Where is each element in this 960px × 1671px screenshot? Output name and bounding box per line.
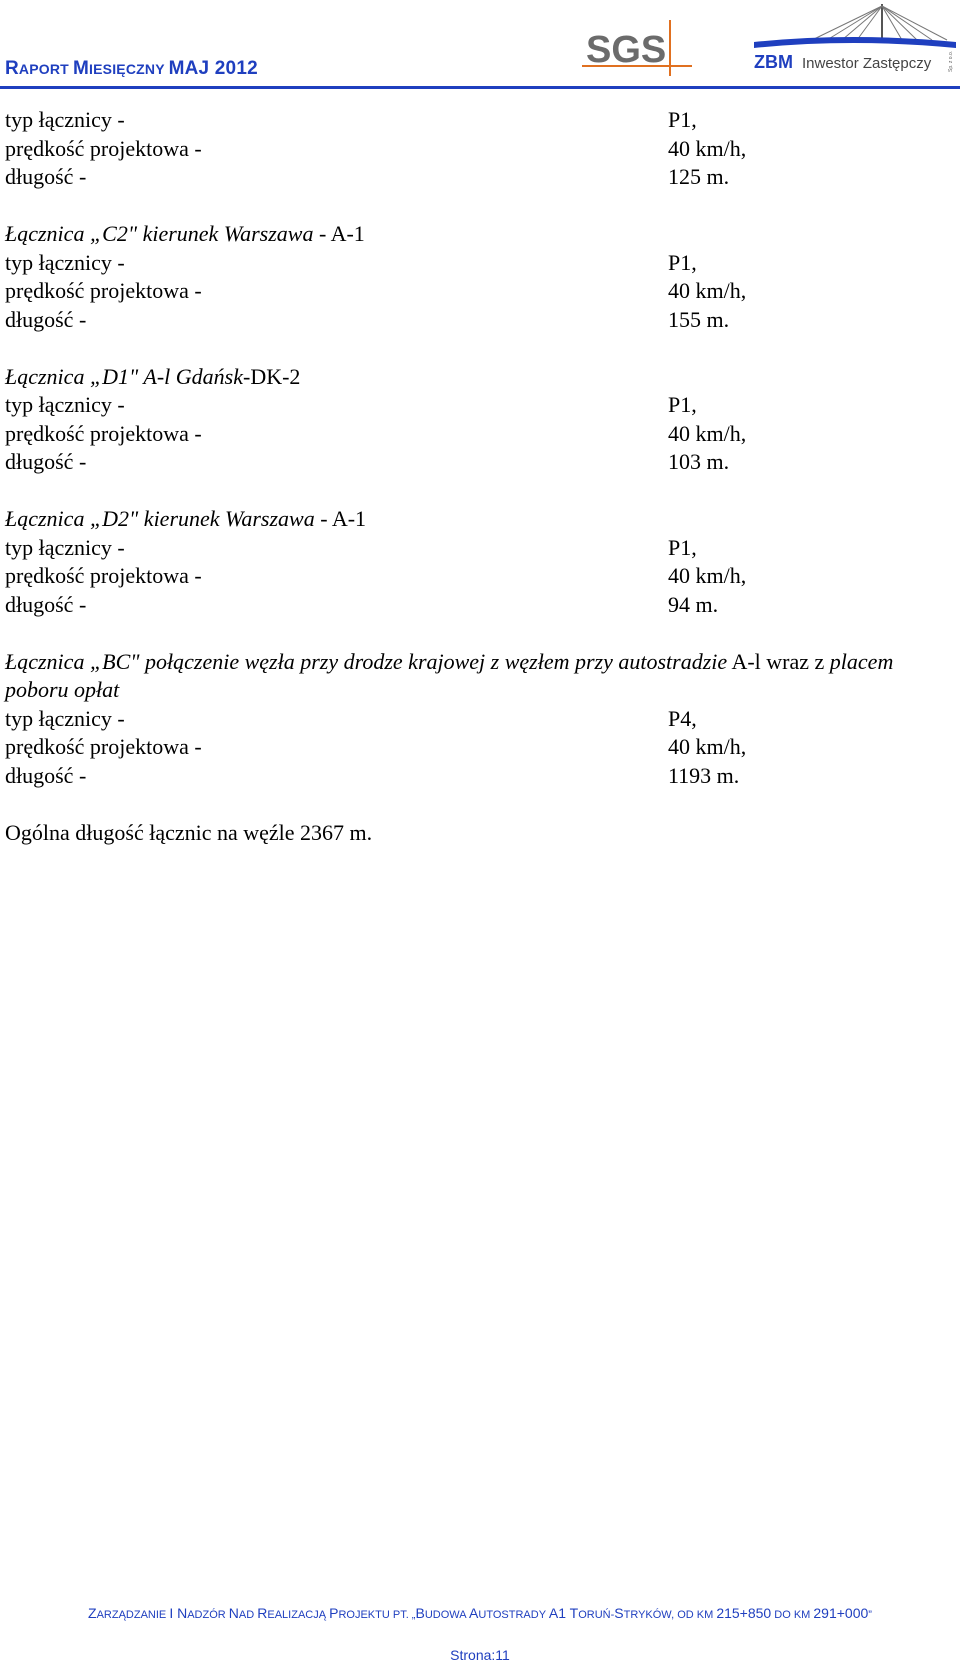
header-rule	[0, 86, 960, 89]
ramp-title	[5, 505, 955, 534]
parameter-label: typ łącznicy -	[5, 392, 125, 417]
text-run: UDOWA	[424, 1609, 470, 1621]
svg-text:Sp. z o.o.: Sp. z o.o.	[948, 50, 954, 72]
parameter-row	[5, 448, 955, 477]
parameter-row	[5, 106, 955, 135]
parameter-row	[5, 733, 955, 762]
text-run: EALIZACJĄ	[267, 1609, 330, 1621]
ramp-section	[5, 505, 955, 619]
parameter-row	[5, 163, 955, 192]
parameter-value: 94 m.	[668, 591, 719, 617]
page-header	[0, 0, 960, 92]
parameter-row	[5, 534, 955, 563]
text-run: ”	[868, 1609, 872, 1621]
text-run: IESIĘCZNY	[89, 61, 169, 77]
text-run: ARZĄDZANIE	[96, 1609, 170, 1621]
report-title	[5, 58, 258, 80]
parameter-row	[5, 306, 955, 335]
svg-text:Inwestor Zastępczy: Inwestor Zastępczy	[802, 55, 932, 72]
text-run: Z	[88, 1605, 97, 1621]
parameter-value: 103 m.	[668, 449, 730, 474]
parameter-label: długość -	[5, 164, 87, 189]
text-run: APORT	[18, 61, 74, 77]
text-run: ROJEKTU PT. „	[338, 1609, 416, 1621]
parameter-label: prędkość projektowa -	[5, 420, 202, 446]
parameter-row	[5, 420, 955, 449]
ramp-section	[5, 363, 955, 477]
text-run: A	[469, 1605, 479, 1621]
parameter-row	[5, 562, 955, 591]
title-run: placem poboru opłat	[5, 648, 894, 702]
parameter-value: 155 m.	[668, 306, 730, 332]
parameter-label: długość -	[5, 306, 87, 332]
parameter-label: typ łącznicy -	[5, 705, 125, 731]
parameter-label: długość -	[5, 591, 87, 617]
text-run: A1 T	[548, 1605, 579, 1621]
parameter-row	[5, 391, 955, 420]
parameter-row	[5, 591, 955, 620]
parameter-value: P4,	[668, 705, 697, 731]
title-run: - A-1	[314, 506, 367, 531]
total-length-summary: Ogólna długość łącznic na węźle 2367 m.	[5, 819, 373, 845]
parameter-value: 1193 m.	[668, 762, 740, 788]
parameter-label: prędkość projektowa -	[5, 563, 202, 588]
title-run: Łącznica „D1" A-l Gdańsk	[5, 363, 243, 389]
footer-project-title	[0, 1605, 960, 1621]
text-run: 291+000	[813, 1605, 869, 1621]
text-run: TRYKÓW, OD KM	[623, 1609, 717, 1621]
text-run: N	[228, 1605, 239, 1621]
ramp-section	[5, 220, 955, 334]
sgs-logo	[582, 18, 692, 78]
parameter-value: 40 km/h,	[668, 563, 747, 588]
parameter-label: długość -	[5, 449, 87, 474]
parameter-row	[5, 277, 955, 306]
parameter-value: P1,	[668, 107, 697, 132]
parameter-value: 40 km/h,	[668, 135, 747, 161]
text-run: I N	[169, 1605, 188, 1621]
text-run: UTOSTRADY	[478, 1609, 549, 1621]
title-run: Łącznica „D2" kierunek Warszawa	[5, 506, 315, 531]
title-run: - A-1	[313, 221, 365, 246]
ramp-title	[5, 363, 955, 392]
parameter-label: typ łącznicy -	[5, 249, 125, 275]
document-body	[5, 106, 955, 847]
ramp-section	[5, 648, 955, 791]
zbm-logo	[752, 2, 958, 80]
ramp-section	[5, 106, 955, 192]
parameter-row	[5, 705, 955, 734]
text-run: DO KM	[771, 1609, 814, 1621]
title-run: Łącznica „C2" kierunek Warszawa	[5, 221, 314, 246]
text-run: R	[257, 1605, 268, 1621]
text-run: AD	[238, 1609, 258, 1621]
parameter-label: typ łącznicy -	[5, 534, 125, 560]
parameter-label: prędkość projektowa -	[5, 734, 202, 759]
parameter-value: P1,	[668, 249, 697, 275]
text-run: S	[614, 1605, 624, 1621]
text-run: R	[5, 58, 19, 79]
text-run: 215+850	[716, 1605, 772, 1621]
text-run: AJ 2012	[184, 58, 258, 79]
text-run: B	[415, 1605, 425, 1621]
title-run: -DK-2	[243, 363, 301, 389]
page-number: Strona:11	[450, 1647, 510, 1663]
parameter-label: typ łącznicy -	[5, 107, 125, 132]
parameter-value: P1,	[668, 534, 697, 560]
parameter-label: prędkość projektowa -	[5, 278, 202, 303]
text-run: ADZÓR	[187, 1609, 229, 1621]
parameter-row	[5, 249, 955, 278]
text-run: M	[73, 58, 90, 79]
text-run: M	[168, 58, 185, 79]
title-run: A-l wraz z	[727, 648, 830, 674]
title-run: Łącznica „BC" połączenie węzła przy drodze krajowej z węzłem przy autostradzie	[5, 648, 728, 674]
parameter-value: 40 km/h,	[668, 278, 747, 303]
svg-text:ZBM: ZBM	[754, 52, 793, 72]
parameter-row	[5, 762, 955, 791]
parameter-value: 40 km/h,	[668, 420, 747, 446]
parameter-row	[5, 135, 955, 164]
parameter-value: 125 m.	[668, 164, 730, 189]
ramp-title	[5, 220, 955, 249]
parameter-label: długość -	[5, 762, 87, 788]
parameter-label: prędkość projektowa -	[5, 135, 202, 161]
svg-text:SGS: SGS	[586, 29, 667, 71]
ramp-title	[5, 648, 955, 705]
text-run: ORUŃ-	[578, 1609, 615, 1621]
parameter-value: P1,	[668, 392, 697, 417]
text-run: P	[329, 1605, 339, 1621]
parameter-value: 40 km/h,	[668, 734, 747, 759]
